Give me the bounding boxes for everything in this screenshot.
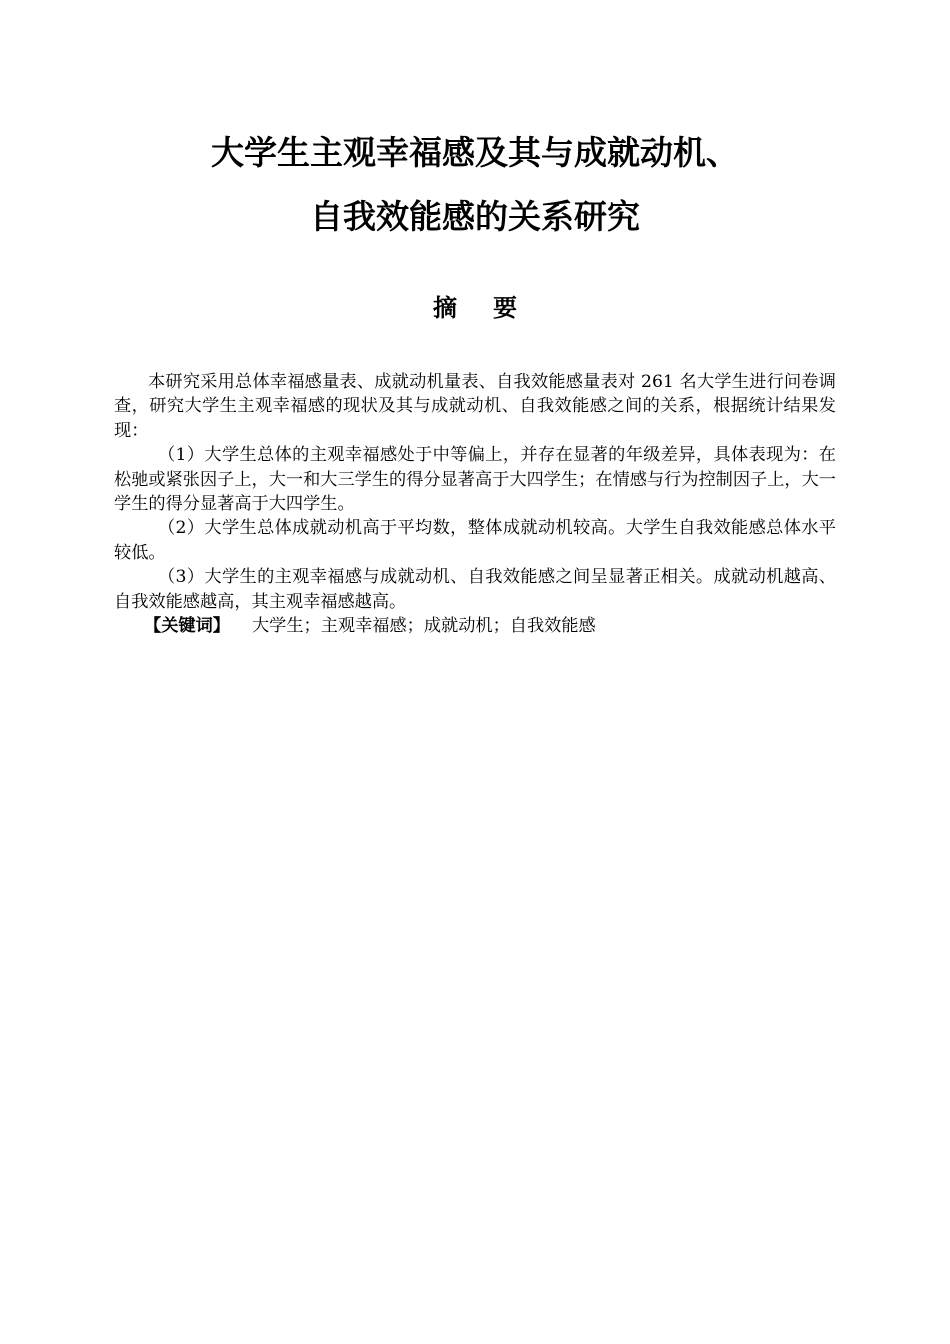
title-line-2: 自我效能感的关系研究 [310,197,640,236]
keywords-text: 大学生；主观幸福感；成就动机；自我效能感 [251,616,596,637]
abstract-intro: 本研究采用总体幸福感量表、成就动机量表、自我效能感量表对 261 名大学生进行问卷调查，研究大学生主观幸福感的现状及其与成就动机、自我效能感之间的关系，根据统计结果发现： [114,372,836,441]
abstract-heading: 摘要 [433,294,553,322]
abstract-finding-3: （3）大学生的主观幸福感与成就动机、自我效能感之间呈显著正相关。成就动机越高、自我效能感越高，其主观幸福感越高。 [114,567,836,612]
keywords-line [114,614,836,638]
abstract-finding-1: （1）大学生总体的主观幸福感处于中等偏上，并存在显著的年级差异，具体表现为：在松驰或紧张因子上，大一和大三学生的得分显著高于大四学生；在情感与行为控制因子上，大一学生的得分显著高于大四学生。 [114,445,836,515]
abstract-finding-2: （2）大学生总体成就动机高于平均数，整体成就动机较高。大学生自我效能感总体水平较低。 [114,518,836,563]
title-line-1: 大学生主观幸福感及其与成就动机、 [211,133,739,172]
keywords-label: 【关键词】 [144,616,230,637]
abstract-body [114,370,836,638]
